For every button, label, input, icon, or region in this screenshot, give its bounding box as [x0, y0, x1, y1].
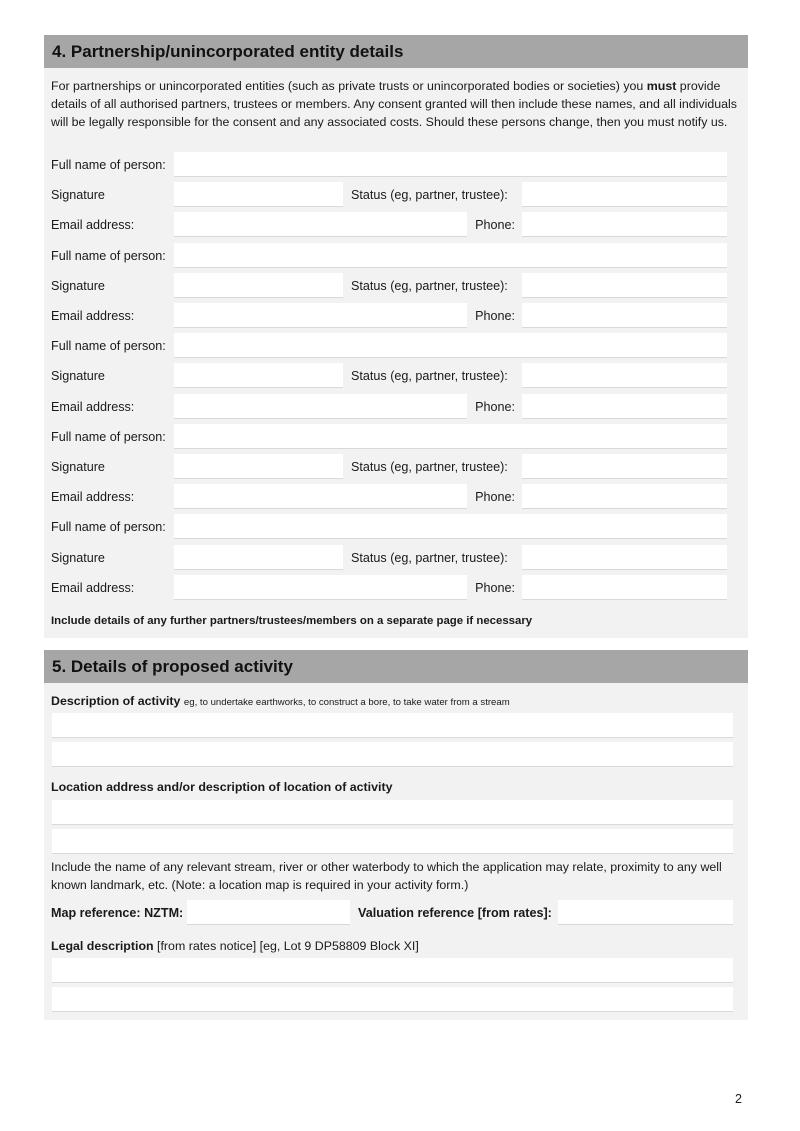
description-label-row: [51, 692, 510, 712]
status-label: Status (eg, partner, trustee):: [351, 460, 508, 474]
email-field[interactable]: [174, 303, 467, 328]
full-name-field[interactable]: [174, 243, 727, 268]
status-field[interactable]: [522, 363, 727, 388]
email-field[interactable]: [174, 394, 467, 419]
full-name-input[interactable]: [174, 333, 727, 357]
phone-label: Phone:: [475, 490, 515, 505]
location-label: Location address and/or description of location of activity: [51, 780, 393, 794]
description-field-line-2[interactable]: [52, 742, 733, 767]
full-name-field[interactable]: [174, 514, 727, 539]
phone-input[interactable]: [522, 575, 727, 599]
full-name-input[interactable]: [174, 424, 727, 448]
status-label: Status (eg, partner, trustee):: [351, 550, 508, 565]
legal-description-input-2[interactable]: [52, 987, 733, 1011]
section-4-intro: [51, 77, 741, 131]
email-label: Email address:: [51, 490, 135, 505]
description-hint: eg, to undertake earthworks, to construct a bore, to take water from a stream: [183, 697, 510, 708]
status-label: Status (eg, partner, trustee):: [351, 369, 508, 384]
email-field[interactable]: [174, 575, 467, 600]
phone-input[interactable]: [522, 394, 727, 418]
email-input[interactable]: [174, 303, 467, 327]
signature-field[interactable]: [174, 454, 343, 479]
signature-input[interactable]: [174, 545, 343, 569]
description-field-line-1[interactable]: [52, 713, 733, 738]
status-field[interactable]: [522, 182, 727, 207]
phone-field[interactable]: [522, 575, 727, 600]
further-partners-note: Include details of any further partners/trustees/members on a separate page if necessary: [51, 615, 533, 627]
email-label: Email address:: [51, 309, 135, 323]
description-input-2[interactable]: [52, 742, 733, 766]
signature-field[interactable]: [174, 363, 343, 388]
full-name-label: Full name of person:: [51, 520, 166, 535]
phone-label: Phone:: [475, 399, 515, 414]
status-label: Status (eg, partner, trustee):: [351, 188, 508, 203]
legal-description-field-line-1[interactable]: [52, 958, 733, 983]
valuation-reference-label: Valuation reference [from rates]:: [358, 906, 552, 920]
phone-label: Phone:: [475, 218, 515, 233]
signature-field[interactable]: [174, 273, 343, 298]
signature-input[interactable]: [174, 273, 343, 297]
map-reference-label: Map reference: NZTM:: [51, 906, 184, 920]
signature-label: Signature: [51, 550, 105, 565]
intro-bold-must: must: [646, 79, 677, 93]
full-name-label: Full name of person:: [51, 248, 166, 263]
legal-description-hint: [from rates notice] [eg, Lot 9 DP58809 Block XI]: [157, 939, 419, 953]
full-name-field[interactable]: [174, 424, 727, 449]
section-proposed-activity: [44, 650, 748, 1020]
section-4-title: 4. Partnership/unincorporated entity details: [44, 35, 748, 68]
map-reference-field[interactable]: [187, 900, 350, 925]
phone-field[interactable]: [522, 212, 727, 237]
phone-input[interactable]: [522, 212, 727, 236]
phone-input[interactable]: [522, 303, 727, 327]
email-field[interactable]: [174, 484, 467, 509]
email-label: Email address:: [51, 399, 135, 414]
email-input[interactable]: [174, 212, 467, 236]
legal-description-field-line-2[interactable]: [52, 987, 733, 1012]
signature-label: Signature: [51, 369, 105, 384]
email-label: Email address:: [51, 218, 135, 233]
phone-label: Phone:: [475, 309, 515, 323]
page-number: 2: [735, 1092, 742, 1106]
valuation-reference-field[interactable]: [558, 900, 733, 925]
phone-field[interactable]: [522, 303, 727, 328]
location-input-1[interactable]: [52, 800, 733, 824]
description-input-1[interactable]: [52, 713, 733, 737]
phone-label: Phone:: [475, 580, 515, 595]
signature-label: Signature: [51, 188, 105, 203]
status-label: Status (eg, partner, trustee):: [351, 278, 508, 293]
phone-input[interactable]: [522, 484, 727, 508]
phone-field[interactable]: [522, 394, 727, 419]
email-label: Email address:: [51, 580, 135, 595]
location-note: Include the name of any relevant stream, river or other waterbody to which the application may relate, proximity to any well known landmark, etc. (Note: a location map is required in your activity form.): [51, 860, 722, 892]
full-name-label: Full name of person:: [51, 158, 166, 172]
full-name-input[interactable]: [174, 243, 727, 267]
legal-description-label: Legal description: [51, 939, 154, 953]
signature-field[interactable]: [174, 182, 343, 207]
status-input[interactable]: [522, 545, 727, 569]
full-name-input[interactable]: [174, 152, 727, 176]
intro-text-1: For partnerships or unincorporated entities (such as private trusts or unincorporated bodies or societies) you: [51, 79, 647, 93]
status-input[interactable]: [522, 273, 727, 297]
map-reference-input[interactable]: [187, 900, 350, 924]
description-label: Description of activity: [51, 694, 181, 708]
email-input[interactable]: [174, 484, 467, 508]
location-input-2[interactable]: [52, 829, 733, 853]
valuation-reference-input[interactable]: [558, 900, 733, 924]
section-5-title: 5. Details of proposed activity: [44, 650, 748, 683]
location-field-line-1[interactable]: [52, 800, 733, 825]
signature-label: Signature: [51, 460, 105, 474]
full-name-label: Full name of person:: [51, 429, 166, 444]
signature-input[interactable]: [174, 182, 343, 206]
status-field[interactable]: [522, 273, 727, 298]
signature-field[interactable]: [174, 545, 343, 570]
email-input[interactable]: [174, 575, 467, 599]
full-name-input[interactable]: [174, 514, 727, 538]
email-input[interactable]: [174, 394, 467, 418]
full-name-field[interactable]: [174, 152, 727, 177]
full-name-label: Full name of person:: [51, 339, 166, 354]
signature-label: Signature: [51, 278, 105, 293]
signature-input[interactable]: [174, 454, 343, 478]
location-field-line-2[interactable]: [52, 829, 733, 854]
intro-text-2: provide details of all authorised partners, trustees or members. Any consent granted will then include these names, and all individuals will be legally responsible for the consent and any associated costs. Should these persons change, then you must notify us.: [51, 79, 737, 129]
status-field[interactable]: [522, 454, 727, 479]
status-input[interactable]: [522, 182, 727, 206]
legal-description-row: [51, 937, 419, 955]
status-field[interactable]: [522, 545, 727, 570]
full-name-field[interactable]: [174, 333, 727, 358]
section-partnership-details: [44, 35, 748, 638]
status-input[interactable]: [522, 363, 727, 387]
status-input[interactable]: [522, 454, 727, 478]
signature-input[interactable]: [174, 363, 343, 387]
phone-field[interactable]: [522, 484, 727, 509]
email-field[interactable]: [174, 212, 467, 237]
legal-description-input-1[interactable]: [52, 958, 733, 982]
